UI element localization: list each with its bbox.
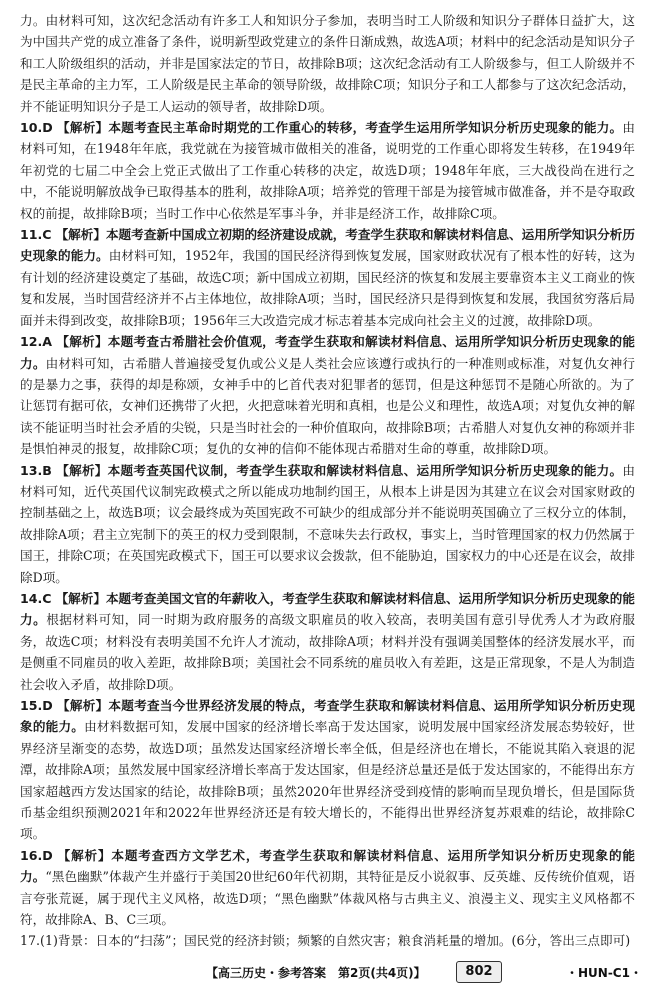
- item-answer-text: (1)背景：日本的“扫荡”；国民党的经济封锁；频繁的自然灾害；粮食消耗量的增加。(6分，答出三点即可): [40, 933, 631, 949]
- item-analysis-lead: 【解析】本题考查新中国成立初期的经济建设成就，考查学生获取和解读材料信息、运用所学知识分析历史现象的能力。: [20, 227, 635, 264]
- item-analysis-body: 由材料可知，古希腊人普遍接受复仇或公义是人类社会应该遵行或执行的一种准则或标准，对复仇女神行的是暴力之事，获得的却是称颂，女神手中的匕首代表对犯罪者的惩罚，但是这种惩罚不是随心所欲的。为了让惩罚有据可依，女神们还携带了火把，火把意味着光明和真相，也是公义和理性，故选A项；对复仇女神的解读不能证明当时社会矛盾的尖锐，只是当时社会的一种价值取向，故排除B项；古希腊人对复仇女神的称颂并非是惧怕神灵的报复，故排除C项；复仇的女神的信仰不能体现古希腊对生命的尊重，故排除D项。: [20, 355, 636, 457]
- item-analysis-lead: 【解析】本题考查民主革命时期党的工作重心的转移，考查学生运用所学知识分析历史现象的能力。: [57, 120, 623, 136]
- footer-page-info: 【高三历史・参考答案 第2页(共4页)】: [206, 966, 426, 980]
- answer-item-11: [20, 224, 635, 331]
- item-number: 15.D: [20, 698, 53, 713]
- answer-item-14: [20, 588, 635, 695]
- answer-item-17: [20, 930, 635, 951]
- continuation-paragraph: 力。由材料可知，这次纪念活动有许多工人和知识分子参加，表明当时工人阶级和知识分子群体日益扩大，这为中国共产党的成立准备了条件，说明新型政党建立的条件日渐成熟，故选A项；材料中的纪念活动是知识分子和工人阶级组织的活动，并非是国家法定的节日，故排除B项；这次纪念活动有工人阶级参与，但工人阶级并不是民主革命的主力军，工人阶级是民主革命的领导阶级，故排除C项；知识分子和工人都参与了这次纪念活动，并不能证明知识分子是工人运动的领导者，故排除D项。: [20, 13, 635, 114]
- item-analysis-lead: 【解析】本题考查英国代议制，考查学生获取和解读材料信息、运用所学知识分析历史现象的能力。: [56, 462, 623, 478]
- footer-code-badge: 802: [456, 961, 502, 983]
- item-analysis-body: 根据材料可知，同一时期为政府服务的高级文职雇员的收入较高，表明美国有意引导优秀人才为政府服务，故选C项；材料没有表明美国不允许人才流动，故排除A项；材料并没有强调美国整体的经济发展水平，而是侧重不同雇员的收入差距，故排除B项；美国社会不同系统的雇员收入有差距，这是正常现象，不是人为制造社会收入矛盾，故排除D项。: [20, 612, 636, 692]
- item-analysis-body: 由材料可知，在1948年年底，我党就在为接管城市做相关的准备，说明党的工作重心即将发生转移，在1949年年初党的七届二中全会上党正式做出了工作重心转移的决定，故选D项；1948年年底，三大战役尚在进行之中，不能说明解放战争已取得基本的胜利，故排除A项；培养党的管理干部是为接管城市做准备，并不是夺取政权的前提，故排除B项；当时工作中心依然是军事斗争，并非是经济工作，故排除C项。: [20, 120, 635, 221]
- item-number: 12.A: [20, 334, 53, 350]
- item-number: 17.: [20, 933, 41, 949]
- item-number: 11.C: [20, 227, 52, 243]
- item-analysis-lead: 【解析】本题考查古希腊社会价值观，考查学生获取和解读材料信息、运用所学知识分析历史现象的能力。: [20, 334, 635, 371]
- answer-item-15: [20, 695, 635, 845]
- answer-page: [20, 10, 635, 952]
- item-analysis-body: “黑色幽默”体裁产生并盛行于美国20世纪60年代初期，其特征是反小说叙事、反英雄、反传统价值观，语言夸张荒诞，属于现代主义风格，故选D项；“黑色幽默”体裁风格与古典主义、浪漫主义、现实主义风格都不符，故排除A、B、C三项。: [20, 869, 635, 928]
- answer-item-10: [20, 117, 635, 224]
- item-number: 10.D: [20, 120, 53, 136]
- answer-item-12: [20, 331, 635, 459]
- item-analysis-lead: 【解析】本题考查美国文官的年薪收入，考查学生获取和解读材料信息、运用所学知识分析历史现象的能力。: [20, 590, 635, 628]
- item-number: 16.D: [20, 847, 53, 863]
- item-analysis-body: 由材料可知，近代英国代议制宪政模式之所以能成功地制约国王，从根本上讲是因为其建立在议会对国家财政的控制基础之上，故选B项；议会最终成为英国宪政不可缺少的组成部分并不能说明英国确立了三权分立的体制，故排除A项；君主立宪制下的英王的权力受到限制，不意味失去行政权，事实上，当时管理国家的权力仍然属于国王，排除C项；在英国宪政模式下，国王可以要求议会拨款，但不能胁迫，国家权力的中心还是在议会，故排除D项。: [20, 462, 635, 585]
- item-analysis-lead: 【解析】本题考查当今世界经济发展的特点，考查学生获取和解读材料信息、运用所学知识分析历史现象的能力。: [20, 698, 635, 735]
- answer-item-13: [20, 460, 635, 588]
- item-number: 14.C: [20, 590, 52, 606]
- item-analysis-body: 由材料可知，1952年，我国的国民经济得到恢复发展，国家财政状况有了根本性的好转，这为有计划的经济建设奠定了基础，故选C项；新中国成立初期，国民经济的恢复和发展主要靠资本主义工商业的恢复和发展，当时国营经济并不占主体地位，故排除A项；当时，国民经济只是得到恢复和发展，我国贫穷落后局面并未得到改变，故排除B项；1956年三大改造完成才标志着基本完成向社会主义的过渡，故排除D项。: [20, 248, 635, 328]
- footer-paper-code: ・HUN-C1・: [566, 966, 642, 980]
- item-analysis-body: 由材料数据可知，发展中国家的经济增长率高于发达国家，说明发展中国家经济发展态势较好，世界经济呈渐变的态势，故选D项；虽然发达国家经济增长率全低，但是经济也在增长，不能说其陷入衰退的泥潭，故排除A项；虽然发展中国家经济增长率高于发达国家，但是经济总量还是低于发达国家的，不能得出东方国家超越西方发达国家的结论，故排除B项；虽然2020年世界经济受到疫情的影响而呈现负增长，但是国际货币基金组织预测2021年和2022年世界经济还是有较大增长的，不能得出世界经济复苏艰难的结论，故排除C项。: [20, 719, 636, 842]
- item-analysis-lead: 【解析】本题考查西方文学艺术，考查学生获取和解读材料信息、运用所学知识分析历史现象的能力。: [20, 847, 635, 885]
- answer-item-16: [20, 845, 635, 931]
- item-number: 13.B: [20, 462, 52, 478]
- page-footer: [0, 961, 653, 985]
